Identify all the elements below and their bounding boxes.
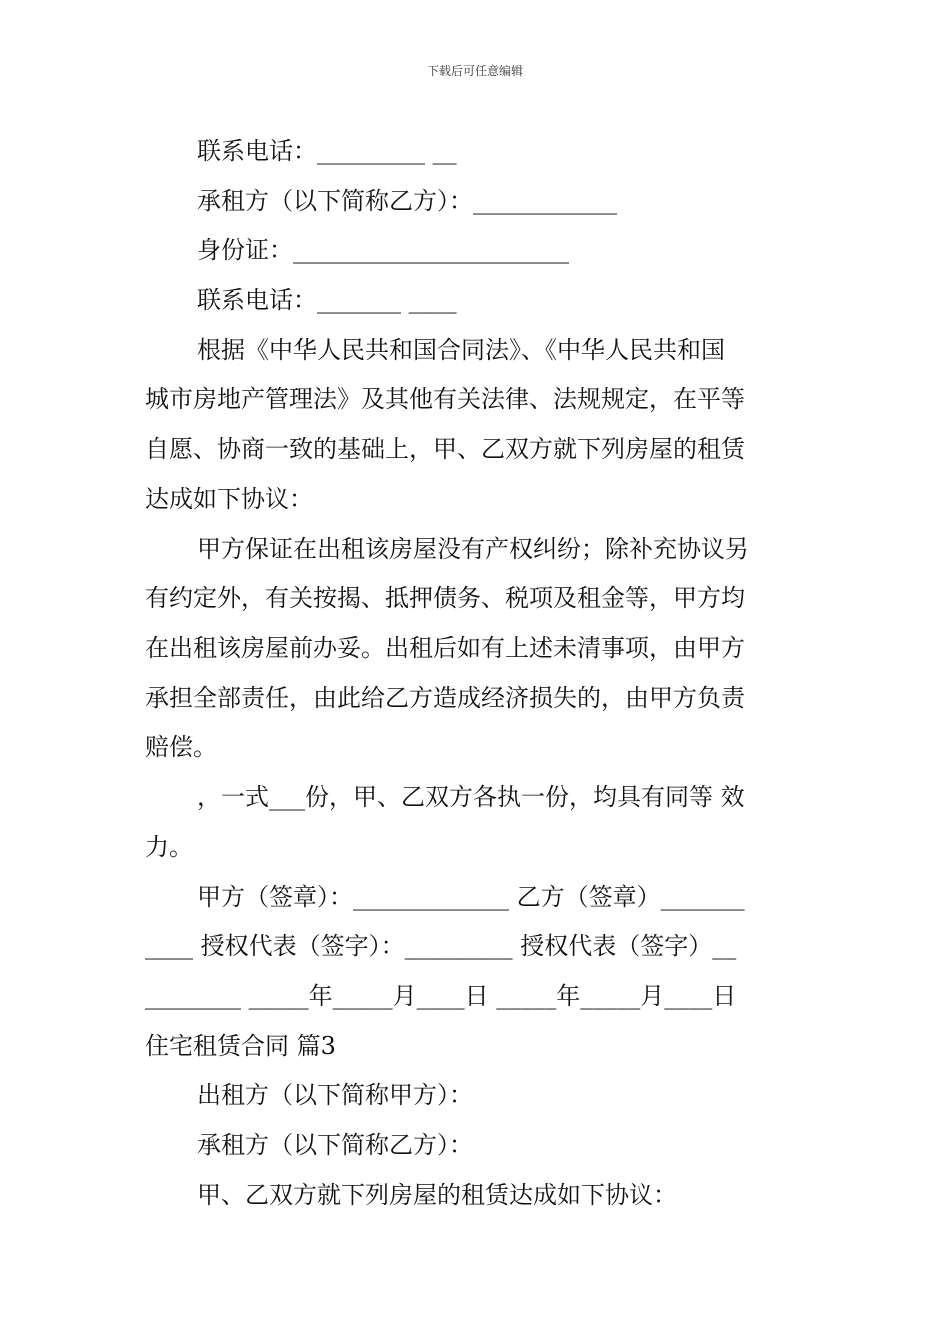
guarantee-paragraph-line: 在出租该房屋前办妥。出租后如有上述未清事项，由甲方: [145, 634, 745, 662]
agreement-intro-line: 甲、乙双方就下列房屋的租赁达成如下协议：: [197, 1181, 677, 1209]
signature-line: ____ 授权代表（签字）：_________ 授权代表（签字）__: [145, 932, 737, 960]
guarantee-paragraph-line: 承担全部责任，由此给乙方造成经济损失的，由甲方负责: [145, 684, 745, 712]
lessee-phone-line: 联系电话：_______ ____: [197, 286, 457, 314]
lessee-label-line: 承租方（以下简称乙方）：: [197, 1131, 473, 1159]
copies-clause-line: 力。: [145, 833, 193, 861]
lessee-id-line: 身份证：_______________________: [197, 236, 569, 264]
legal-basis-paragraph-line: 城市房地产管理法》及其他有关法律、法规规定，在平等: [145, 385, 745, 413]
lessor-label-line: 出租方（以下简称甲方）：: [197, 1081, 473, 1109]
lessor-phone-line: 联系电话：_________ __: [197, 137, 457, 165]
guarantee-paragraph-line: 甲方保证在出租该房屋没有产权纠纷；除补充协议另: [197, 535, 749, 563]
guarantee-paragraph-line: 有约定外，有关按揭、抵押债务、税项及租金等，甲方均: [145, 584, 745, 612]
section-heading: 住宅租赁合同 篇3: [145, 1032, 336, 1060]
legal-basis-paragraph-line: 根据《中华人民共和国合同法》、《中华人民共和国: [197, 336, 725, 364]
guarantee-paragraph-line: 赔偿。: [145, 733, 217, 761]
copies-clause-line: ，一式___份，甲、乙双方各执一份，均具有同等 效: [197, 783, 745, 811]
legal-basis-paragraph-line: 自愿、协商一致的基础上，甲、乙双方就下列房屋的租赁: [145, 435, 745, 463]
legal-basis-paragraph-line: 达成如下协议：: [145, 485, 313, 513]
page-header-note: 下载后可任意编辑: [426, 64, 523, 78]
signature-line: 甲方（签章）：_____________ 乙方（签章）_______: [197, 883, 745, 911]
date-line: ________ _____年_____月____日 _____年_____月____日: [145, 982, 737, 1010]
lessee-name-line: 承租方（以下简称乙方）：____________: [197, 187, 617, 215]
